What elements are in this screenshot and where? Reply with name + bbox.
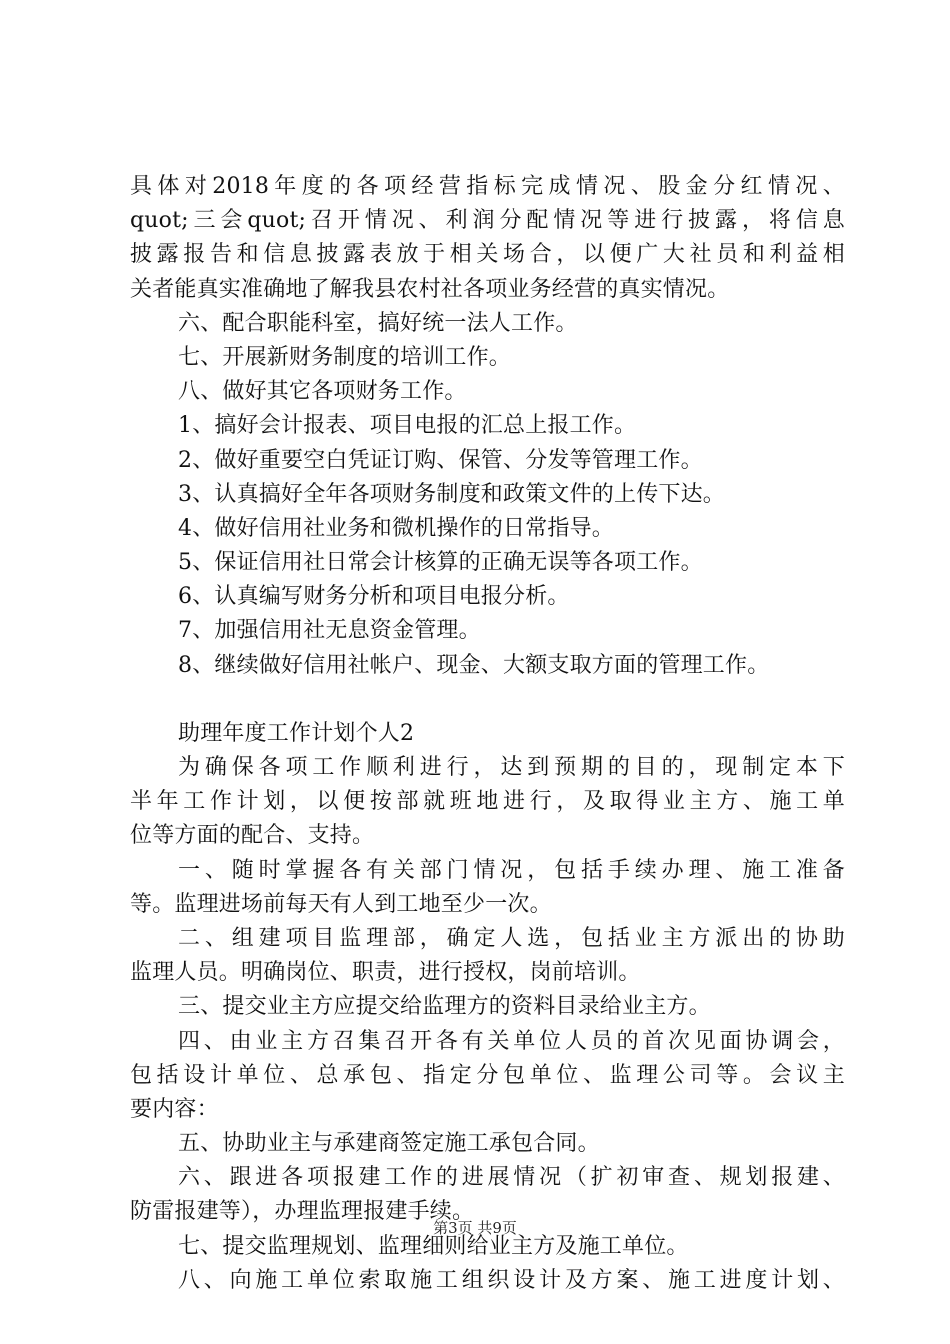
- text-line: 五、协助业主与承建商签定施工承包合同。: [178, 1131, 600, 1157]
- text-line: 七、提交监理规划、监理细则给业主方及施工单位。: [178, 1233, 689, 1259]
- page-number-footer: 第3页 共9页: [433, 1219, 517, 1237]
- text-line: 八、向施工单位索取施工组织设计及方案、施工进度计划、: [178, 1267, 845, 1293]
- text-line: 包括设计单位、总承包、指定分包单位、监理公司等。会议主: [130, 1062, 845, 1088]
- text-line: 八、做好其它各项财务工作。: [178, 379, 467, 405]
- text-line: 一、随时掌握各有关部门情况，包括手续办理、施工准备: [178, 857, 845, 883]
- text-line: 6、认真编写财务分析和项目电报分析。: [178, 584, 570, 610]
- text-line: 5、保证信用社日常会计核算的正确无误等各项工作。: [178, 550, 703, 576]
- text-line: 披露报告和信息披露表放于相关场合，以便广大社员和利益相: [130, 242, 845, 268]
- text-line: 等。监理进场前每天有人到工地至少一次。: [130, 891, 552, 917]
- text-line: 六、配合职能科室，搞好统一法人工作。: [178, 310, 578, 336]
- section-heading: 助理年度工作计划个人2: [178, 720, 415, 746]
- text-line: 监理人员。明确岗位、职责，进行授权，岗前培训。: [130, 960, 641, 986]
- text-line: quot;三会quot;召开情况、利润分配情况等进行披露，将信息: [130, 208, 845, 234]
- text-line: 防雷报建等），办理监理报建手续。: [130, 1199, 475, 1225]
- text-line: 2、做好重要空白凭证订购、保管、分发等管理工作。: [178, 447, 703, 473]
- text-line: 六、跟进各项报建工作的进展情况（扩初审查、规划报建、: [178, 1165, 845, 1191]
- text-line: 8、继续做好信用社帐户、现金、大额支取方面的管理工作。: [178, 652, 770, 678]
- text-line: 关者能真实准确地了解我县农村社各项业务经营的真实情况。: [130, 276, 730, 302]
- text-line: 要内容：: [130, 1096, 219, 1122]
- text-line: 3、认真搞好全年各项财务制度和政策文件的上传下达。: [178, 481, 725, 507]
- text-line: 1、搞好会计报表、项目电报的汇总上报工作。: [178, 413, 637, 439]
- text-line: 二、组建项目监理部，确定人选，包括业主方派出的协助: [178, 925, 845, 951]
- text-line: 4、做好信用社业务和微机操作的日常指导。: [178, 515, 614, 541]
- text-line: 为确保各项工作顺利进行，达到预期的目的，现制定本下: [178, 755, 845, 780]
- paragraph-gap: [130, 683, 845, 717]
- text-line: 四、由业主方召集召开各有关单位人员的首次见面协调会，: [178, 1028, 845, 1054]
- text-line: 三、提交业主方应提交给监理方的资料目录给业主方。: [178, 994, 711, 1020]
- text-line: 具体对2018年度的各项经营指标完成情况、股金分红情况、: [130, 174, 845, 199]
- text-line: 七、开展新财务制度的培训工作。: [178, 344, 512, 370]
- text-line: 半年工作计划，以便按部就班地进行，及取得业主方、施工单: [130, 789, 845, 815]
- text-line: 位等方面的配合、支持。: [130, 823, 375, 849]
- text-line: 7、加强信用社无息资金管理。: [178, 618, 481, 644]
- document-body: [130, 170, 845, 1298]
